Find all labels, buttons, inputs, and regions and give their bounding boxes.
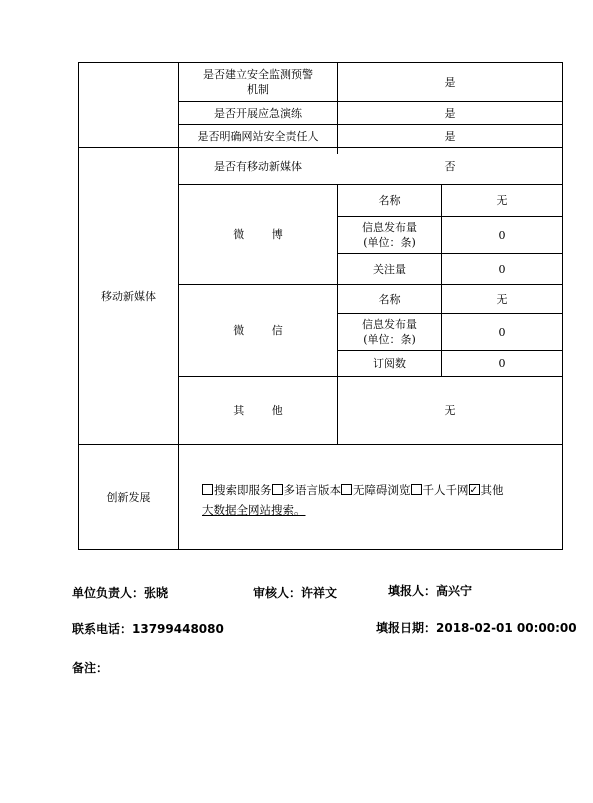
weibo-name-label: 名称 — [378, 194, 401, 207]
security-monitoring-label-line1: 是否建立安全监测预警 — [203, 68, 313, 81]
innovation-section-label: 创新发展 — [106, 490, 151, 504]
weibo-followers-label: 关注量 — [373, 262, 406, 276]
option-search-service — [202, 483, 272, 497]
weibo-info-label-line1: 信息发布量 — [362, 221, 417, 234]
checkbox-icon — [272, 484, 283, 495]
security-monitoring-label-line2: 机制 — [247, 83, 269, 96]
weibo-info-label-line2: (单位：条) — [363, 236, 416, 249]
checkbox-icon — [202, 484, 213, 495]
option-other-label: 其他 — [480, 483, 504, 497]
wechat-label-text: 微 信 — [233, 324, 295, 337]
option-multilang — [272, 483, 342, 497]
wechat-name-value: 无 — [496, 292, 508, 306]
emergency-drill-label: 是否开展应急演练 — [214, 106, 302, 120]
weibo-info-label — [338, 217, 441, 253]
security-responsible-label: 是否明确网站安全责任人 — [197, 129, 319, 143]
other-media-label — [179, 377, 337, 444]
option-search-service-label: 搜索即服务 — [214, 483, 272, 497]
security-monitoring-label — [179, 63, 337, 101]
checkbox-icon — [341, 484, 352, 495]
option-personalized — [411, 483, 469, 497]
other-media-value: 无 — [444, 404, 456, 417]
innovation-other-text: 大数据全网站搜索。 — [202, 503, 306, 517]
remark: 备注： — [72, 661, 109, 675]
other-media-label-text: 其 他 — [233, 404, 295, 417]
security-responsible-value: 是 — [444, 129, 456, 143]
unit-head: 单位负责人：张晓 — [72, 586, 169, 600]
contact-phone: 联系电话：13799448080 — [72, 622, 224, 636]
wechat-info-value: 0 — [498, 325, 506, 339]
checked-checkbox-icon — [469, 484, 480, 495]
weibo-info-value: 0 — [498, 228, 506, 242]
wechat-name-label: 名称 — [378, 292, 401, 306]
wechat-info-label — [338, 314, 441, 350]
wechat-subscribers-label: 订阅数 — [373, 357, 406, 370]
option-accessibility — [341, 483, 411, 497]
option-multilang-label: 多语言版本 — [283, 483, 341, 497]
innovation-options — [202, 480, 542, 520]
security-monitoring-value: 是 — [444, 75, 456, 89]
reviewer: 审核人：许祥文 — [253, 586, 338, 600]
wechat-info-label-line1: 信息发布量 — [362, 318, 417, 331]
wechat-label — [179, 285, 337, 376]
emergency-drill-value: 是 — [444, 106, 456, 120]
wechat-info-label-line2: (单位：条) — [363, 333, 416, 346]
has-mobile-media-value: 否 — [444, 159, 456, 173]
wechat-subscribers-value: 0 — [498, 357, 506, 370]
weibo-followers-value: 0 — [498, 262, 506, 276]
option-other — [469, 483, 504, 497]
option-personalized-label: 千人千网 — [422, 483, 469, 497]
has-mobile-media-label: 是否有移动新媒体 — [214, 159, 302, 173]
fill-date: 填报日期：2018-02-01 00:00:00 — [376, 621, 577, 635]
mobile-media-section-label: 移动新媒体 — [101, 289, 156, 303]
checkbox-icon — [411, 484, 422, 495]
weibo-label — [179, 185, 337, 284]
option-accessibility-label: 无障碍浏览 — [353, 483, 411, 497]
weibo-label-text: 微 博 — [233, 228, 295, 241]
weibo-name-value: 无 — [496, 194, 508, 207]
filler: 填报人：高兴宁 — [388, 584, 473, 598]
